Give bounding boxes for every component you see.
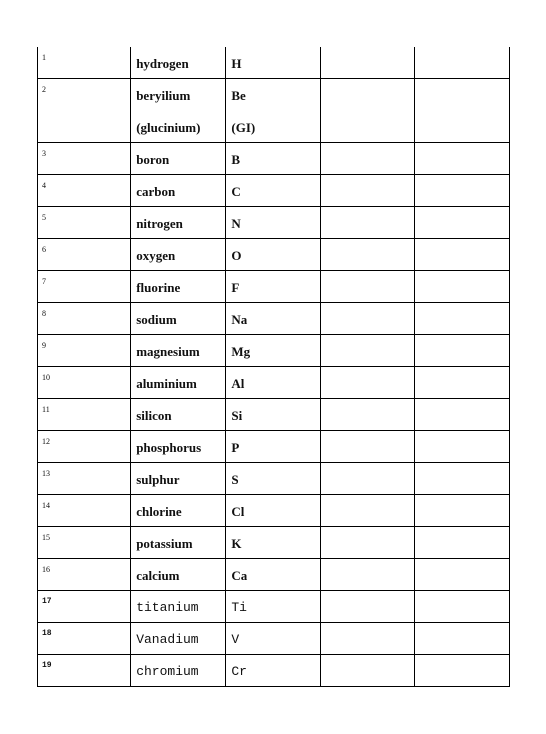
element-symbol	[226, 175, 319, 198]
element-name-line: Vanadium	[136, 632, 199, 647]
element-name-line: aluminium	[136, 376, 197, 391]
element-symbol	[226, 463, 319, 486]
element-symbol	[226, 335, 319, 358]
empty-cell	[320, 79, 414, 143]
element-symbol	[226, 623, 319, 646]
symbol-cell	[226, 367, 320, 399]
empty-cell	[320, 303, 414, 335]
empty-cell	[320, 495, 414, 527]
number-cell	[38, 79, 131, 143]
element-number: 3	[42, 149, 46, 158]
name-cell	[131, 559, 226, 591]
empty-cell	[414, 463, 509, 495]
element-symbol-line: Cl	[231, 504, 245, 519]
empty-cell	[414, 655, 509, 687]
name-cell	[131, 271, 226, 303]
element-name	[131, 239, 225, 262]
empty-cell	[414, 559, 509, 591]
element-symbol	[226, 495, 319, 518]
empty-cell	[414, 431, 509, 463]
empty-cell	[320, 143, 414, 175]
table-row	[38, 559, 510, 591]
name-cell	[131, 655, 226, 687]
number-cell	[38, 207, 131, 239]
name-cell	[131, 335, 226, 367]
table-row	[38, 431, 510, 463]
symbol-cell	[226, 175, 320, 207]
element-name-line: carbon	[136, 184, 176, 199]
element-name	[131, 399, 225, 422]
empty-cell	[414, 207, 509, 239]
element-name	[131, 79, 225, 134]
element-symbol-line: K	[231, 536, 242, 551]
element-number: 12	[42, 437, 50, 446]
empty-cell	[320, 271, 414, 303]
empty-cell	[414, 399, 509, 431]
empty-cell	[414, 527, 509, 559]
element-name-line: oxygen	[136, 248, 176, 263]
empty-cell	[320, 207, 414, 239]
table-row	[38, 79, 510, 143]
symbol-cell	[226, 527, 320, 559]
element-symbol	[226, 431, 319, 454]
element-name-line: sodium	[136, 312, 177, 327]
element-name-line: boron	[136, 152, 170, 167]
table-row	[38, 527, 510, 559]
element-symbol	[226, 79, 319, 134]
symbol-cell	[226, 623, 320, 655]
element-number: 8	[42, 309, 46, 318]
table-row	[38, 655, 510, 687]
element-number: 5	[42, 213, 46, 222]
element-name-line: silicon	[136, 408, 172, 423]
table-row	[38, 463, 510, 495]
element-name	[131, 527, 225, 550]
element-symbol-line: H	[231, 56, 242, 71]
element-name	[131, 303, 225, 326]
number-cell	[38, 271, 131, 303]
empty-cell	[414, 367, 509, 399]
element-name-line: calcium	[136, 568, 180, 583]
empty-cell	[414, 623, 509, 655]
name-cell	[131, 79, 226, 143]
element-name-line: beryilium	[136, 88, 191, 103]
element-symbol	[226, 47, 319, 70]
element-symbol-line: N	[231, 216, 241, 231]
symbol-cell	[226, 495, 320, 527]
table-row	[38, 495, 510, 527]
empty-cell	[414, 239, 509, 271]
table-row	[38, 623, 510, 655]
symbol-cell	[226, 79, 320, 143]
table-row	[38, 591, 510, 623]
number-cell	[38, 559, 131, 591]
element-symbol	[226, 527, 319, 550]
name-cell	[131, 399, 226, 431]
empty-cell	[320, 463, 414, 495]
element-name-line: nitrogen	[136, 216, 183, 231]
element-number: 1	[42, 53, 46, 62]
element-number: 11	[42, 405, 50, 414]
number-cell	[38, 495, 131, 527]
element-name-line: phosphorus	[136, 440, 202, 455]
element-number: 2	[42, 85, 46, 94]
symbol-cell	[226, 271, 320, 303]
number-cell	[38, 303, 131, 335]
number-cell	[38, 399, 131, 431]
element-symbol-line: Mg	[231, 344, 251, 359]
empty-cell	[320, 559, 414, 591]
symbol-cell	[226, 239, 320, 271]
empty-cell	[320, 367, 414, 399]
symbol-cell	[226, 399, 320, 431]
symbol-cell	[226, 591, 320, 623]
element-symbol-line: Ca	[231, 568, 248, 583]
empty-cell	[320, 399, 414, 431]
element-name	[131, 175, 225, 198]
symbol-cell	[226, 655, 320, 687]
element-number: 10	[42, 373, 50, 382]
number-cell	[38, 431, 131, 463]
element-name	[131, 335, 225, 358]
element-symbol-line: B	[231, 152, 241, 167]
empty-cell	[320, 527, 414, 559]
element-number: 16	[42, 565, 50, 574]
element-name-alt: (glucinium)	[136, 120, 201, 135]
symbol-cell	[226, 335, 320, 367]
element-symbol	[226, 239, 319, 262]
element-symbol-line: Al	[231, 376, 245, 391]
element-number: 7	[42, 277, 46, 286]
number-cell	[38, 527, 131, 559]
name-cell	[131, 175, 226, 207]
element-symbol-line: C	[231, 184, 241, 199]
symbol-cell	[226, 207, 320, 239]
element-symbol-line: V	[231, 632, 240, 647]
symbol-cell	[226, 47, 320, 79]
table-row	[38, 207, 510, 239]
table-row	[38, 271, 510, 303]
name-cell	[131, 431, 226, 463]
number-cell	[38, 175, 131, 207]
empty-cell	[320, 47, 414, 79]
table-row	[38, 335, 510, 367]
empty-cell	[414, 79, 509, 143]
element-number: 4	[42, 181, 46, 190]
empty-cell	[320, 591, 414, 623]
table-row	[38, 47, 510, 79]
element-number: 19	[42, 661, 52, 670]
empty-cell	[414, 303, 509, 335]
element-symbol	[226, 271, 319, 294]
number-cell	[38, 367, 131, 399]
element-symbol	[226, 655, 319, 678]
element-name	[131, 207, 225, 230]
number-cell	[38, 239, 131, 271]
element-name-line: titanium	[136, 600, 199, 615]
element-number: 6	[42, 245, 46, 254]
name-cell	[131, 623, 226, 655]
element-name-line: hydrogen	[136, 56, 189, 71]
element-name	[131, 655, 225, 678]
element-symbol-line: S	[231, 472, 239, 487]
element-number: 9	[42, 341, 46, 350]
element-symbol	[226, 367, 319, 390]
element-name-line: fluorine	[136, 280, 181, 295]
empty-cell	[414, 143, 509, 175]
element-symbol	[226, 559, 319, 582]
element-symbol-line: O	[231, 248, 242, 263]
empty-cell	[320, 239, 414, 271]
number-cell	[38, 143, 131, 175]
element-name-line: potassium	[136, 536, 193, 551]
element-symbol	[226, 399, 319, 422]
element-symbol-line: Cr	[231, 664, 247, 679]
table-row	[38, 143, 510, 175]
element-number: 13	[42, 469, 50, 478]
element-number: 15	[42, 533, 50, 542]
element-name	[131, 431, 225, 454]
element-name	[131, 143, 225, 166]
element-name	[131, 463, 225, 486]
empty-cell	[320, 335, 414, 367]
table-row	[38, 303, 510, 335]
element-symbol	[226, 143, 319, 166]
empty-cell	[414, 495, 509, 527]
empty-cell	[414, 47, 509, 79]
element-name	[131, 47, 225, 70]
name-cell	[131, 143, 226, 175]
empty-cell	[414, 591, 509, 623]
empty-cell	[320, 175, 414, 207]
table-row	[38, 399, 510, 431]
element-symbol-alt: (GI)	[231, 120, 256, 135]
element-symbol-line: Na	[231, 312, 248, 327]
number-cell	[38, 47, 131, 79]
empty-cell	[414, 175, 509, 207]
name-cell	[131, 527, 226, 559]
element-name-line: magnesium	[136, 344, 200, 359]
element-name	[131, 271, 225, 294]
name-cell	[131, 367, 226, 399]
name-cell	[131, 591, 226, 623]
table-row	[38, 239, 510, 271]
symbol-cell	[226, 559, 320, 591]
name-cell	[131, 463, 226, 495]
element-name	[131, 495, 225, 518]
empty-cell	[320, 655, 414, 687]
element-symbol	[226, 591, 319, 614]
name-cell	[131, 207, 226, 239]
symbol-cell	[226, 303, 320, 335]
element-name-line: chlorine	[136, 504, 182, 519]
table-row	[38, 175, 510, 207]
empty-cell	[320, 431, 414, 463]
element-number: 14	[42, 501, 50, 510]
element-name-line: sulphur	[136, 472, 180, 487]
name-cell	[131, 239, 226, 271]
element-symbol	[226, 303, 319, 326]
element-symbol-line: Be	[231, 88, 246, 103]
number-cell	[38, 463, 131, 495]
empty-cell	[320, 623, 414, 655]
element-name	[131, 623, 225, 646]
symbol-cell	[226, 463, 320, 495]
name-cell	[131, 47, 226, 79]
empty-cell	[414, 335, 509, 367]
name-cell	[131, 303, 226, 335]
element-name	[131, 367, 225, 390]
name-cell	[131, 495, 226, 527]
element-symbol-line: F	[231, 280, 240, 295]
number-cell	[38, 335, 131, 367]
elements-table	[37, 47, 510, 687]
table-body	[38, 47, 510, 687]
number-cell	[38, 591, 131, 623]
number-cell	[38, 623, 131, 655]
number-cell	[38, 655, 131, 687]
empty-cell	[414, 271, 509, 303]
element-name-line: chromium	[136, 664, 199, 679]
element-symbol-line: Ti	[231, 600, 247, 615]
element-name	[131, 559, 225, 582]
element-symbol-line: P	[231, 440, 240, 455]
element-symbol-line: Si	[231, 408, 243, 423]
element-number: 17	[42, 597, 52, 606]
element-number: 18	[42, 629, 52, 638]
symbol-cell	[226, 431, 320, 463]
symbol-cell	[226, 143, 320, 175]
table-row	[38, 367, 510, 399]
element-name	[131, 591, 225, 614]
element-symbol	[226, 207, 319, 230]
